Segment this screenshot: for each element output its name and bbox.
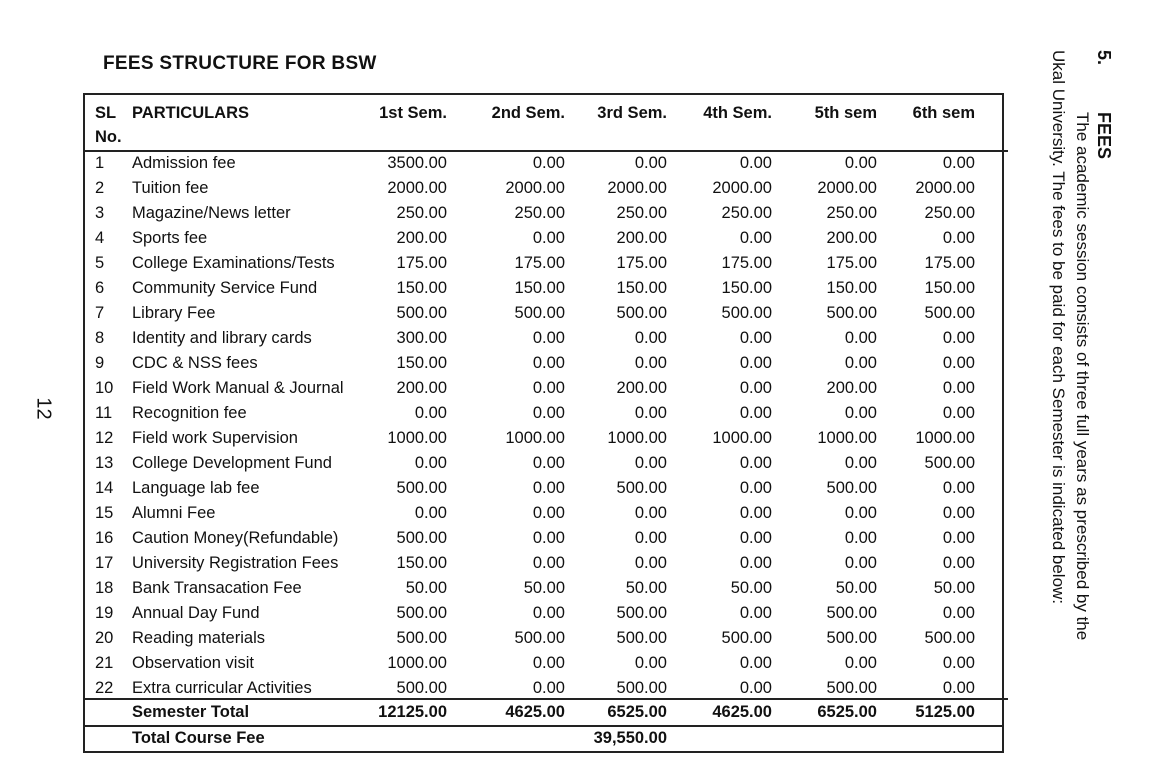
row-value-sem2: 0.00 bbox=[532, 679, 565, 697]
fees-table bbox=[83, 93, 1004, 753]
row-value-sem1: 3500.00 bbox=[387, 154, 447, 172]
side-text-line-1: The academic session consists of three full years as prescribed by the bbox=[1073, 112, 1092, 641]
row-sl: 7 bbox=[95, 304, 105, 322]
course-total-value: 39,550.00 bbox=[593, 729, 667, 747]
header-sem6: 6th sem bbox=[912, 104, 975, 122]
row-value-sem5: 50.00 bbox=[835, 579, 877, 597]
row-value-sem3: 175.00 bbox=[616, 254, 667, 272]
row-value-sem2: 500.00 bbox=[514, 304, 565, 322]
row-value-sem5: 200.00 bbox=[826, 229, 877, 247]
table-row bbox=[85, 326, 1002, 351]
section-heading: FEES bbox=[1094, 112, 1114, 160]
row-value-sem2: 0.00 bbox=[532, 404, 565, 422]
row-value-sem5: 0.00 bbox=[844, 654, 877, 672]
row-value-sem6: 0.00 bbox=[942, 479, 975, 497]
row-sl: 12 bbox=[95, 429, 114, 447]
row-value-sem3: 500.00 bbox=[616, 604, 667, 622]
row-value-sem2: 150.00 bbox=[514, 279, 565, 297]
row-value-sem2: 0.00 bbox=[532, 229, 565, 247]
row-value-sem4: 0.00 bbox=[739, 504, 772, 522]
table-row bbox=[85, 301, 1002, 326]
row-value-sem3: 2000.00 bbox=[607, 179, 667, 197]
row-value-sem5: 1000.00 bbox=[817, 429, 877, 447]
row-value-sem1: 500.00 bbox=[396, 304, 447, 322]
row-sl: 19 bbox=[95, 604, 114, 622]
row-value-sem1: 300.00 bbox=[396, 329, 447, 347]
row-particular: Community Service Fund bbox=[132, 279, 318, 297]
row-value-sem2: 175.00 bbox=[514, 254, 565, 272]
row-value-sem2: 0.00 bbox=[532, 529, 565, 547]
row-value-sem3: 0.00 bbox=[634, 354, 667, 372]
row-value-sem5: 500.00 bbox=[826, 679, 877, 697]
row-value-sem1: 500.00 bbox=[396, 479, 447, 497]
row-value-sem4: 0.00 bbox=[739, 479, 772, 497]
row-value-sem4: 0.00 bbox=[739, 454, 772, 472]
row-sl: 16 bbox=[95, 529, 114, 547]
row-particular: Tuition fee bbox=[132, 179, 209, 197]
row-value-sem3: 500.00 bbox=[616, 679, 667, 697]
row-particular: Admission fee bbox=[132, 154, 236, 172]
row-value-sem3: 500.00 bbox=[616, 304, 667, 322]
row-value-sem6: 2000.00 bbox=[915, 179, 975, 197]
row-value-sem4: 0.00 bbox=[739, 329, 772, 347]
row-value-sem3: 50.00 bbox=[625, 579, 667, 597]
row-value-sem6: 0.00 bbox=[942, 354, 975, 372]
row-value-sem1: 50.00 bbox=[405, 579, 447, 597]
row-sl: 4 bbox=[95, 229, 105, 247]
row-value-sem1: 175.00 bbox=[396, 254, 447, 272]
table-row bbox=[85, 426, 1002, 451]
row-value-sem3: 500.00 bbox=[616, 629, 667, 647]
row-value-sem1: 500.00 bbox=[396, 679, 447, 697]
row-value-sem4: 0.00 bbox=[739, 404, 772, 422]
row-particular: Sports fee bbox=[132, 229, 208, 247]
row-value-sem2: 0.00 bbox=[532, 329, 565, 347]
row-particular: Language lab fee bbox=[132, 479, 260, 497]
header-sem3: 3rd Sem. bbox=[597, 104, 667, 122]
row-value-sem5: 250.00 bbox=[826, 204, 877, 222]
row-value-sem4: 2000.00 bbox=[712, 179, 772, 197]
row-value-sem1: 250.00 bbox=[396, 204, 447, 222]
row-particular: College Examinations/Tests bbox=[132, 254, 335, 272]
row-value-sem5: 0.00 bbox=[844, 154, 877, 172]
row-value-sem6: 0.00 bbox=[942, 529, 975, 547]
row-value-sem3: 0.00 bbox=[634, 529, 667, 547]
row-value-sem1: 150.00 bbox=[396, 279, 447, 297]
row-value-sem2: 0.00 bbox=[532, 479, 565, 497]
row-value-sem4: 1000.00 bbox=[712, 429, 772, 447]
row-sl: 20 bbox=[95, 629, 114, 647]
row-value-sem6: 500.00 bbox=[924, 304, 975, 322]
row-value-sem3: 0.00 bbox=[634, 329, 667, 347]
row-value-sem4: 0.00 bbox=[739, 354, 772, 372]
row-sl: 22 bbox=[95, 679, 114, 697]
row-sl: 2 bbox=[95, 179, 105, 197]
row-value-sem6: 1000.00 bbox=[915, 429, 975, 447]
row-value-sem1: 500.00 bbox=[396, 629, 447, 647]
row-value-sem5: 200.00 bbox=[826, 379, 877, 397]
row-value-sem2: 2000.00 bbox=[505, 179, 565, 197]
row-value-sem2: 0.00 bbox=[532, 504, 565, 522]
table-row bbox=[85, 176, 1002, 201]
row-value-sem1: 200.00 bbox=[396, 379, 447, 397]
header-sem2: 2nd Sem. bbox=[491, 104, 565, 122]
table-row bbox=[85, 601, 1002, 626]
row-value-sem1: 200.00 bbox=[396, 229, 447, 247]
table-row bbox=[85, 476, 1002, 501]
row-particular: Alumni Fee bbox=[132, 504, 216, 522]
row-particular: Field work Supervision bbox=[132, 429, 298, 447]
table-row bbox=[85, 451, 1002, 476]
row-value-sem3: 0.00 bbox=[634, 554, 667, 572]
row-value-sem4: 0.00 bbox=[739, 654, 772, 672]
row-value-sem4: 150.00 bbox=[721, 279, 772, 297]
row-value-sem5: 500.00 bbox=[826, 479, 877, 497]
row-value-sem5: 500.00 bbox=[826, 304, 877, 322]
row-value-sem2: 1000.00 bbox=[505, 429, 565, 447]
row-value-sem1: 0.00 bbox=[414, 404, 447, 422]
row-value-sem1: 500.00 bbox=[396, 604, 447, 622]
table-row bbox=[85, 651, 1002, 676]
table-header bbox=[85, 101, 1002, 126]
row-value-sem4: 0.00 bbox=[739, 379, 772, 397]
row-value-sem1: 1000.00 bbox=[387, 429, 447, 447]
row-value-sem4: 0.00 bbox=[739, 229, 772, 247]
row-value-sem6: 0.00 bbox=[942, 679, 975, 697]
row-value-sem5: 0.00 bbox=[844, 404, 877, 422]
header-sem5: 5th sem bbox=[814, 104, 877, 122]
row-value-sem1: 150.00 bbox=[396, 554, 447, 572]
row-particular: Observation visit bbox=[132, 654, 254, 672]
row-value-sem3: 0.00 bbox=[634, 404, 667, 422]
row-value-sem6: 500.00 bbox=[924, 454, 975, 472]
row-value-sem3: 500.00 bbox=[616, 479, 667, 497]
row-value-sem2: 0.00 bbox=[532, 379, 565, 397]
row-value-sem2: 50.00 bbox=[523, 579, 565, 597]
page-title: FEES STRUCTURE FOR BSW bbox=[103, 53, 377, 74]
row-value-sem2: 500.00 bbox=[514, 629, 565, 647]
semester-total-row bbox=[85, 700, 1002, 725]
row-value-sem2: 0.00 bbox=[532, 554, 565, 572]
row-particular: Annual Day Fund bbox=[132, 604, 260, 622]
row-particular: University Registration Fees bbox=[132, 554, 339, 572]
row-value-sem6: 50.00 bbox=[933, 579, 975, 597]
table-row bbox=[85, 526, 1002, 551]
row-sl: 18 bbox=[95, 579, 114, 597]
section-number: 5. bbox=[1094, 50, 1114, 66]
row-value-sem3: 0.00 bbox=[634, 504, 667, 522]
row-value-sem5: 500.00 bbox=[826, 629, 877, 647]
course-total-label: Total Course Fee bbox=[132, 729, 265, 747]
row-sl: 17 bbox=[95, 554, 114, 572]
table-row bbox=[85, 626, 1002, 651]
row-value-sem6: 0.00 bbox=[942, 504, 975, 522]
row-particular: Library Fee bbox=[132, 304, 216, 322]
row-value-sem1: 0.00 bbox=[414, 454, 447, 472]
row-value-sem6: 500.00 bbox=[924, 629, 975, 647]
semester-total-label: Semester Total bbox=[132, 703, 250, 721]
table-row bbox=[85, 351, 1002, 376]
row-value-sem6: 0.00 bbox=[942, 329, 975, 347]
row-value-sem6: 0.00 bbox=[942, 154, 975, 172]
row-particular: CDC & NSS fees bbox=[132, 354, 258, 372]
header-sem1: 1st Sem. bbox=[379, 104, 447, 122]
row-value-sem6: 0.00 bbox=[942, 554, 975, 572]
row-value-sem1: 150.00 bbox=[396, 354, 447, 372]
row-value-sem4: 0.00 bbox=[739, 554, 772, 572]
table-row bbox=[85, 276, 1002, 301]
row-value-sem6: 0.00 bbox=[942, 654, 975, 672]
row-value-sem6: 0.00 bbox=[942, 604, 975, 622]
row-value-sem5: 0.00 bbox=[844, 504, 877, 522]
table-row bbox=[85, 201, 1002, 226]
row-value-sem5: 0.00 bbox=[844, 329, 877, 347]
row-value-sem6: 150.00 bbox=[924, 279, 975, 297]
row-particular: Field Work Manual & Journal bbox=[132, 379, 344, 397]
table-row bbox=[85, 401, 1002, 426]
row-value-sem1: 500.00 bbox=[396, 529, 447, 547]
row-value-sem2: 250.00 bbox=[514, 204, 565, 222]
row-value-sem6: 0.00 bbox=[942, 404, 975, 422]
row-sl: 10 bbox=[95, 379, 114, 397]
table-row bbox=[85, 501, 1002, 526]
header-sl: SL bbox=[95, 104, 117, 122]
row-particular: College Development Fund bbox=[132, 454, 332, 472]
row-value-sem6: 250.00 bbox=[924, 204, 975, 222]
semester-total-value: 6525.00 bbox=[607, 703, 667, 721]
row-sl: 13 bbox=[95, 454, 114, 472]
row-value-sem6: 175.00 bbox=[924, 254, 975, 272]
row-value-sem5: 0.00 bbox=[844, 454, 877, 472]
row-value-sem3: 0.00 bbox=[634, 154, 667, 172]
row-value-sem4: 0.00 bbox=[739, 679, 772, 697]
semester-total-value: 6525.00 bbox=[817, 703, 877, 721]
table-row bbox=[85, 376, 1002, 401]
row-particular: Magazine/News letter bbox=[132, 204, 291, 222]
row-particular: Extra curricular Activities bbox=[132, 679, 312, 697]
row-value-sem2: 0.00 bbox=[532, 654, 565, 672]
table-row bbox=[85, 576, 1002, 601]
table-header-line2 bbox=[85, 125, 1002, 150]
row-value-sem5: 0.00 bbox=[844, 354, 877, 372]
semester-total-value: 5125.00 bbox=[915, 703, 975, 721]
row-value-sem5: 2000.00 bbox=[817, 179, 877, 197]
row-value-sem4: 0.00 bbox=[739, 604, 772, 622]
table-row bbox=[85, 551, 1002, 576]
row-value-sem5: 500.00 bbox=[826, 604, 877, 622]
row-value-sem2: 0.00 bbox=[532, 354, 565, 372]
row-particular: Identity and library cards bbox=[132, 329, 312, 347]
semester-total-value: 4625.00 bbox=[712, 703, 772, 721]
row-value-sem3: 0.00 bbox=[634, 654, 667, 672]
row-value-sem4: 250.00 bbox=[721, 204, 772, 222]
table-row bbox=[85, 251, 1002, 276]
row-value-sem2: 0.00 bbox=[532, 154, 565, 172]
row-sl: 8 bbox=[95, 329, 105, 347]
header-sem4: 4th Sem. bbox=[703, 104, 772, 122]
row-value-sem3: 200.00 bbox=[616, 379, 667, 397]
row-sl: 5 bbox=[95, 254, 105, 272]
row-sl: 6 bbox=[95, 279, 105, 297]
row-value-sem3: 200.00 bbox=[616, 229, 667, 247]
row-value-sem3: 0.00 bbox=[634, 454, 667, 472]
row-sl: 1 bbox=[95, 154, 105, 172]
row-sl: 15 bbox=[95, 504, 114, 522]
row-value-sem3: 250.00 bbox=[616, 204, 667, 222]
row-value-sem4: 0.00 bbox=[739, 154, 772, 172]
row-particular: Reading materials bbox=[132, 629, 265, 647]
side-note bbox=[1032, 50, 1120, 762]
row-value-sem4: 500.00 bbox=[721, 629, 772, 647]
row-particular: Caution Money(Refundable) bbox=[132, 529, 339, 547]
row-value-sem6: 0.00 bbox=[942, 379, 975, 397]
row-particular: Bank Transacation Fee bbox=[132, 579, 302, 597]
row-value-sem5: 150.00 bbox=[826, 279, 877, 297]
row-sl: 3 bbox=[95, 204, 105, 222]
row-sl: 11 bbox=[95, 404, 113, 422]
row-value-sem3: 1000.00 bbox=[607, 429, 667, 447]
row-sl: 21 bbox=[95, 654, 114, 672]
course-total-row bbox=[85, 726, 1002, 751]
row-value-sem2: 0.00 bbox=[532, 454, 565, 472]
row-value-sem5: 0.00 bbox=[844, 529, 877, 547]
page-number: 12 bbox=[32, 397, 55, 420]
row-particular: Recognition fee bbox=[132, 404, 247, 422]
row-value-sem2: 0.00 bbox=[532, 604, 565, 622]
side-text-line-2: Ukal University. The fees to be paid for each Semester is indicated below: bbox=[1049, 50, 1068, 605]
semester-total-value: 4625.00 bbox=[505, 703, 565, 721]
row-sl: 14 bbox=[95, 479, 114, 497]
header-particulars: PARTICULARS bbox=[132, 104, 250, 122]
row-value-sem4: 50.00 bbox=[730, 579, 772, 597]
header-sl-no: No. bbox=[95, 128, 122, 146]
row-value-sem6: 0.00 bbox=[942, 229, 975, 247]
row-value-sem5: 0.00 bbox=[844, 554, 877, 572]
table-row bbox=[85, 226, 1002, 251]
row-value-sem4: 175.00 bbox=[721, 254, 772, 272]
row-value-sem1: 2000.00 bbox=[387, 179, 447, 197]
semester-total-value: 12125.00 bbox=[378, 703, 447, 721]
row-value-sem4: 0.00 bbox=[739, 529, 772, 547]
row-value-sem1: 0.00 bbox=[414, 504, 447, 522]
row-value-sem4: 500.00 bbox=[721, 304, 772, 322]
table-row bbox=[85, 151, 1002, 176]
row-sl: 9 bbox=[95, 354, 105, 372]
row-value-sem5: 175.00 bbox=[826, 254, 877, 272]
row-value-sem3: 150.00 bbox=[616, 279, 667, 297]
row-value-sem1: 1000.00 bbox=[387, 654, 447, 672]
